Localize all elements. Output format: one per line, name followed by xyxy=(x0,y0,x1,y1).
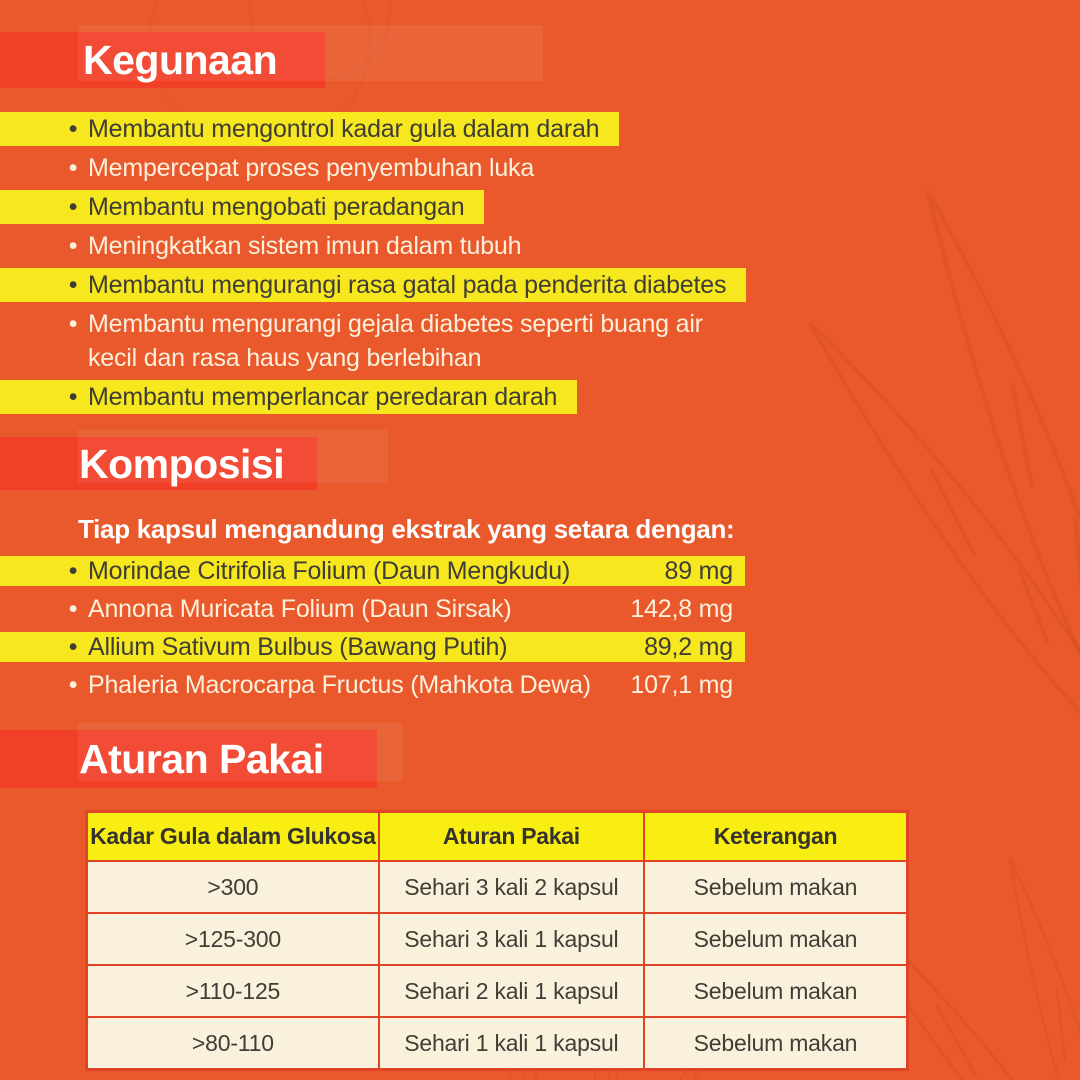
benefit-text: Membantu mengobati peradangan xyxy=(88,193,465,221)
dosage-table-cell: Sebelum makan xyxy=(644,965,908,1017)
bullet-icon: • xyxy=(68,383,78,411)
benefit-text: Membantu memperlancar peredaran darah xyxy=(88,383,558,411)
dosage-table-row xyxy=(87,861,908,913)
benefit-text: Membantu mengurangi gejala diabetes seperti buang air kecil dan rasa haus yang berlebihan xyxy=(88,310,703,372)
ingredient-name: Allium Sativum Bulbus (Bawang Putih) xyxy=(88,633,508,661)
dosage-table-cell: Sehari 2 kali 1 kapsul xyxy=(379,965,644,1017)
dosage-table-cell: Sebelum makan xyxy=(644,1017,908,1070)
bullet-icon: • xyxy=(68,271,78,299)
bullet-icon: • xyxy=(68,193,78,221)
bullet-icon: • xyxy=(68,310,78,338)
benefit-item xyxy=(0,307,740,375)
aturan-pakai-title: Aturan Pakai xyxy=(79,736,324,782)
komposisi-intro: Tiap kapsul mengandung ekstrak yang setara dengan: xyxy=(78,514,735,544)
bullet-icon: • xyxy=(68,557,78,585)
dosage-table xyxy=(85,810,909,1071)
dosage-table-header-cell: Keterangan xyxy=(644,812,908,862)
dosage-table-row xyxy=(87,965,908,1017)
ingredient-amount: 142,8 mg xyxy=(630,595,733,623)
dosage-table-wrap xyxy=(85,810,909,1071)
kegunaan-heading-banner xyxy=(0,32,325,88)
dosage-table-cell: Sehari 3 kali 2 kapsul xyxy=(379,861,644,913)
benefit-text: Mempercepat proses penyembuhan luka xyxy=(88,154,535,182)
ingredient-name: Annona Muricata Folium (Daun Sirsak) xyxy=(88,595,512,623)
ingredient-row xyxy=(0,594,745,624)
dosage-table-row xyxy=(87,1017,908,1070)
ingredient-row xyxy=(0,632,745,662)
bullet-icon: • xyxy=(68,154,78,182)
benefit-item xyxy=(0,151,534,185)
benefit-text: Meningkatkan sistem imun dalam tubuh xyxy=(88,232,522,260)
dosage-table-cell: Sehari 1 kali 1 kapsul xyxy=(379,1017,644,1070)
benefit-item xyxy=(0,268,746,302)
ingredient-amount: 89,2 mg xyxy=(644,633,733,661)
benefit-text: Membantu mengurangi rasa gatal pada penderita diabetes xyxy=(88,271,727,299)
benefit-item xyxy=(0,380,577,414)
ingredient-name: Phaleria Macrocarpa Fructus (Mahkota Dewa) xyxy=(88,671,591,699)
ingredient-amount: 89 mg xyxy=(664,557,733,585)
benefit-text: Membantu mengontrol kadar gula dalam darah xyxy=(88,115,600,143)
aturan-pakai-heading-banner xyxy=(0,730,377,788)
dosage-table-header xyxy=(87,812,908,862)
bullet-icon: • xyxy=(68,671,78,699)
dosage-table-cell: >110-125 xyxy=(87,965,379,1017)
komposisi-title: Komposisi xyxy=(79,441,285,487)
kegunaan-title: Kegunaan xyxy=(83,37,278,83)
ingredient-amount: 107,1 mg xyxy=(630,671,733,699)
dosage-table-cell: Sebelum makan xyxy=(644,861,908,913)
bullet-icon: • xyxy=(68,232,78,260)
dosage-table-row xyxy=(87,913,908,965)
dosage-table-cell: Sehari 3 kali 1 kapsul xyxy=(379,913,644,965)
benefit-item xyxy=(0,190,484,224)
dosage-table-body xyxy=(87,861,908,1070)
ingredient-row xyxy=(0,670,745,700)
dosage-table-cell: >80-110 xyxy=(87,1017,379,1070)
bullet-icon: • xyxy=(68,115,78,143)
ingredient-name: Morindae Citrifolia Folium (Daun Mengkudu) xyxy=(88,557,571,585)
komposisi-heading-banner xyxy=(0,437,317,490)
benefit-list xyxy=(0,112,746,419)
ingredient-row xyxy=(0,556,745,586)
dosage-table-cell: Sebelum makan xyxy=(644,913,908,965)
benefit-item xyxy=(0,112,619,146)
ingredient-list xyxy=(0,556,745,708)
dosage-table-header-cell: Aturan Pakai xyxy=(379,812,644,862)
dosage-table-cell: >300 xyxy=(87,861,379,913)
benefit-item xyxy=(0,229,521,263)
dosage-table-cell: >125-300 xyxy=(87,913,379,965)
bullet-icon: • xyxy=(68,595,78,623)
dosage-table-header-cell: Kadar Gula dalam Glukosa xyxy=(87,812,379,862)
bullet-icon: • xyxy=(68,633,78,661)
